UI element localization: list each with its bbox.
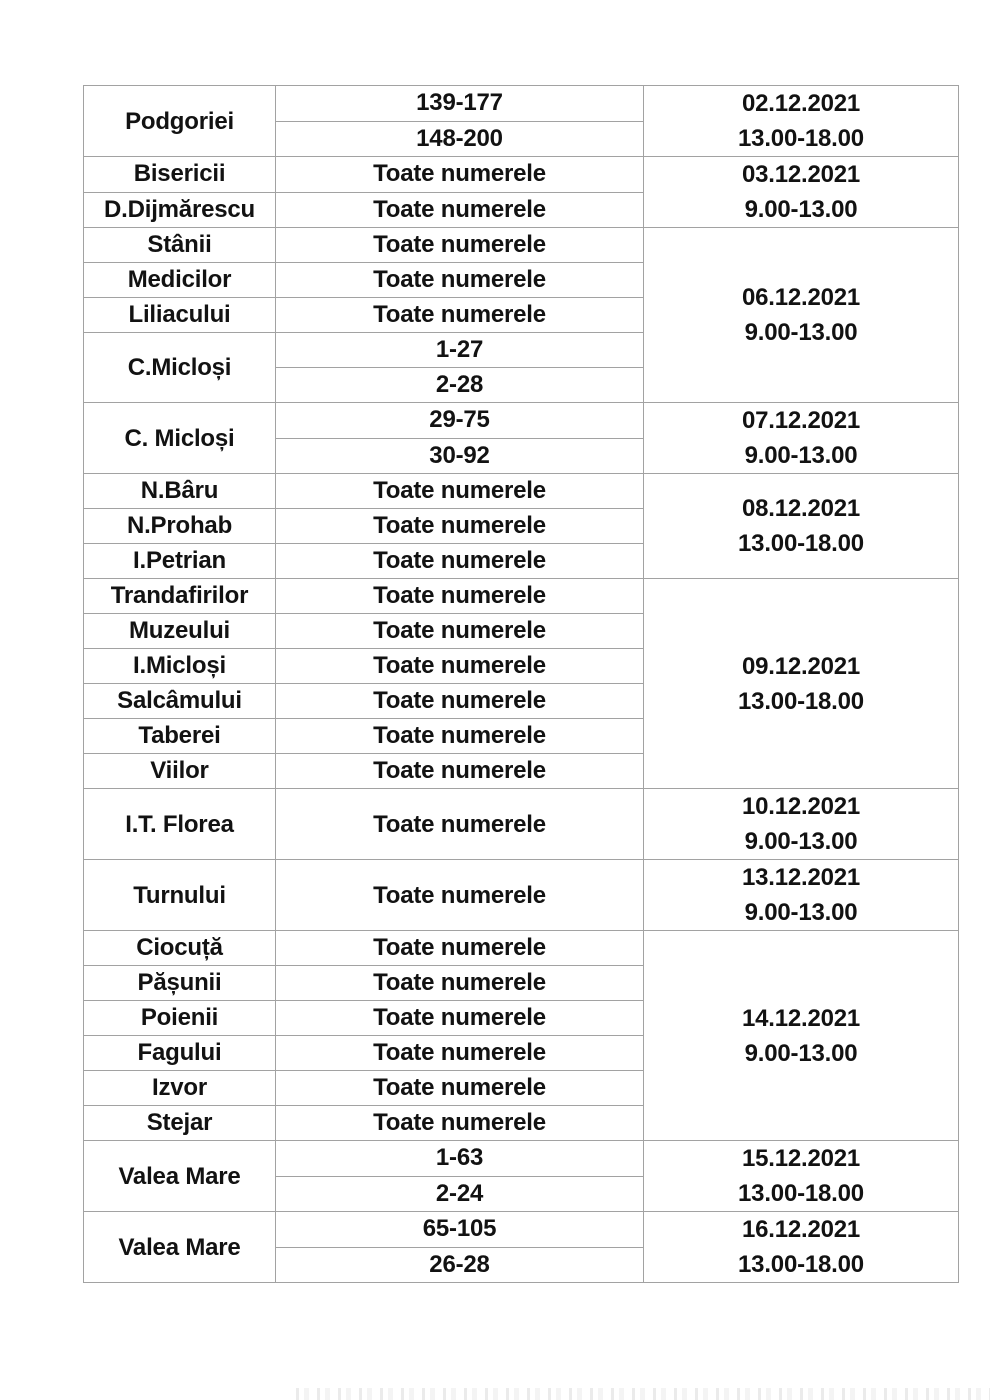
numbers-cell: 29-75 [276,403,644,439]
numbers-cell: Toate numerele [276,966,644,1001]
street-cell: I.Petrian [84,544,276,579]
table-row [84,789,959,860]
table-row [84,860,959,931]
table-row [84,157,959,193]
street-name: Podgoriei [125,107,234,135]
time-value: 13.00-18.00 [738,125,864,152]
numbers-value: Toate numerele [373,881,546,909]
street-cell: Trandafirilor [84,579,276,614]
numbers-cell: Toate numerele [276,228,644,263]
schedule-cell [644,474,959,579]
street-cell: Taberei [84,719,276,754]
numbers-cell: Toate numerele [276,1106,644,1141]
street-name: C. Micloși [124,424,235,452]
numbers-cell: Toate numerele [276,298,644,333]
schedule-cell [644,1141,959,1212]
street-cell: Stânii [84,228,276,263]
table-row [84,86,959,122]
numbers-cell: Toate numerele [276,754,644,789]
schedule-cell [644,789,959,860]
date-value: 10.12.2021 [741,793,861,820]
street-cell: N.Prohab [84,509,276,544]
time-value: 13.00-18.00 [738,1251,864,1278]
date-value: 08.12.2021 [741,495,861,522]
street-cell: Poienii [84,1001,276,1036]
date-value: 15.12.2021 [741,1145,861,1172]
numbers-value: Toate numerele [373,810,546,838]
table-row [84,228,959,263]
date-value: 13.12.2021 [741,864,861,891]
numbers-cell: 26-28 [276,1247,644,1283]
date-value: 06.12.2021 [741,284,861,311]
street-cell: Fagului [84,1036,276,1071]
time-value: 9.00-13.00 [744,196,858,223]
numbers-cell: Toate numerele [276,509,644,544]
numbers-cell [276,789,644,860]
street-name: Valea Mare [118,1162,241,1190]
schedule-cell [644,228,959,403]
street-cell: N.Bâru [84,474,276,509]
time-value: 13.00-18.00 [738,687,864,715]
street-cell [84,789,276,860]
schedule-cell [644,860,959,931]
schedule-cell [644,1212,959,1283]
time-value: 9.00-13.00 [744,828,858,855]
street-cell [84,403,276,474]
numbers-cell: 148-200 [276,121,644,157]
numbers-cell: Toate numerele [276,192,644,228]
date-value: 16.12.2021 [741,1216,861,1243]
street-cell: Salcâmului [84,684,276,719]
schedule-cell [644,931,959,1141]
numbers-cell: Toate numerele [276,649,644,684]
numbers-cell: Toate numerele [276,263,644,298]
table-row [84,931,959,966]
street-name: I.T. Florea [125,810,234,838]
street-cell: Ciocuță [84,931,276,966]
schedule-cell [644,157,959,228]
table-row [84,403,959,439]
numbers-cell: 30-92 [276,438,644,474]
numbers-cell: Toate numerele [276,579,644,614]
date-value: 02.12.2021 [741,90,861,117]
street-name: Valea Mare [118,1233,241,1261]
street-cell: D.Dijmărescu [84,192,276,228]
scan-artifact-strip [296,1388,990,1400]
street-name: C.Micloși [127,354,232,381]
numbers-cell: Toate numerele [276,931,644,966]
street-cell: Izvor [84,1071,276,1106]
schedule-cell [644,403,959,474]
numbers-cell: Toate numerele [276,157,644,193]
table-row [84,579,959,614]
numbers-cell: Toate numerele [276,614,644,649]
date-value: 14.12.2021 [741,1004,861,1032]
numbers-cell: Toate numerele [276,719,644,754]
numbers-cell: Toate numerele [276,684,644,719]
numbers-cell: Toate numerele [276,1036,644,1071]
numbers-cell: 65-105 [276,1212,644,1248]
street-cell: Viilor [84,754,276,789]
numbers-cell: 1-63 [276,1141,644,1177]
collection-schedule-table [83,85,959,1283]
numbers-cell: 2-24 [276,1176,644,1212]
time-value: 9.00-13.00 [744,442,858,469]
table-row [84,1141,959,1177]
street-cell: I.Micloși [84,649,276,684]
numbers-cell: 1-27 [276,333,644,368]
numbers-cell: 2-28 [276,368,644,403]
street-name: Turnului [133,881,226,909]
date-value: 07.12.2021 [741,407,861,434]
numbers-cell: Toate numerele [276,474,644,509]
street-cell: Muzeului [84,614,276,649]
street-cell: Liliacului [84,298,276,333]
street-cell [84,86,276,157]
numbers-cell [276,860,644,931]
schedule-cell [644,86,959,157]
street-cell [84,333,276,403]
numbers-cell: Toate numerele [276,544,644,579]
street-cell: Stejar [84,1106,276,1141]
street-cell [84,860,276,931]
street-cell: Bisericii [84,157,276,193]
time-value: 9.00-13.00 [744,899,858,926]
numbers-cell: Toate numerele [276,1071,644,1106]
time-value: 13.00-18.00 [738,530,864,557]
street-cell [84,1141,276,1212]
table-row [84,474,959,509]
street-cell [84,1212,276,1283]
time-value: 9.00-13.00 [744,1039,858,1067]
street-cell: Pășunii [84,966,276,1001]
table-row [84,1212,959,1248]
numbers-cell: 139-177 [276,86,644,122]
date-value: 03.12.2021 [741,161,861,188]
time-value: 13.00-18.00 [738,1180,864,1207]
time-value: 9.00-13.00 [744,319,858,346]
schedule-cell [644,579,959,789]
date-value: 09.12.2021 [741,652,861,680]
schedule-table-body [84,86,959,1283]
numbers-cell: Toate numerele [276,1001,644,1036]
street-cell: Medicilor [84,263,276,298]
